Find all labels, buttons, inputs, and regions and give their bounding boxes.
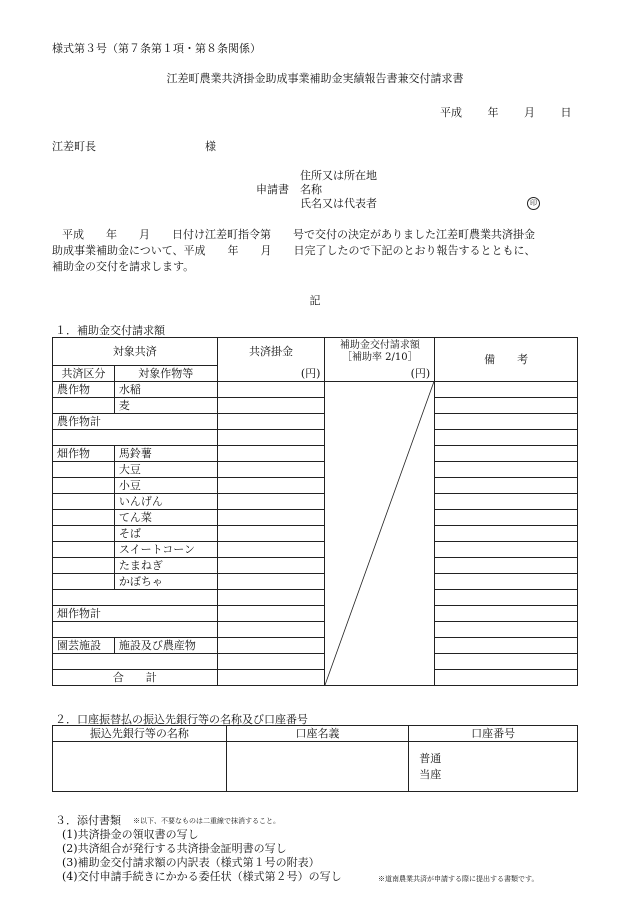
row-crop: 小豆 [114, 478, 217, 494]
date-line [440, 104, 572, 120]
table-row [53, 590, 578, 606]
row-category [53, 622, 218, 638]
section3-title: ３．添付書類 [55, 814, 121, 827]
header-subsidy-label: 補助金交付請求額 [339, 339, 420, 351]
row-remarks-cell[interactable] [435, 510, 578, 526]
row-crop: そば [114, 526, 217, 542]
ki-label: 記 [309, 294, 321, 307]
row-crop: スイートコーン [114, 542, 217, 558]
row-remarks-cell[interactable] [435, 638, 578, 654]
table-row [53, 606, 578, 622]
row-category [53, 462, 115, 478]
row-remarks-cell[interactable] [435, 446, 578, 462]
account-holder-header: 口座名義 [226, 726, 409, 742]
form-number: 様式第３号（第７条第１項・第８条関係） [52, 42, 261, 55]
row-crop: 水稲 [114, 382, 217, 398]
row-crop: てん菜 [114, 510, 217, 526]
table-row [53, 462, 578, 478]
attachment-item-4: (4)交付申請手続きにかかる委任状（様式第２号）の写し [62, 870, 342, 883]
row-premium-cell[interactable] [217, 558, 325, 574]
applicant-address-label: 住所又は所在地 [300, 169, 377, 182]
row-remarks-cell[interactable] [435, 622, 578, 638]
row-remarks-cell[interactable] [435, 606, 578, 622]
row-remarks-cell[interactable] [435, 382, 578, 398]
attachment-item-2: (2)共済組合が発行する共済掛金証明書の写し [62, 842, 287, 855]
header-target: 対象共済 [53, 338, 218, 366]
row-category [53, 526, 115, 542]
row-remarks-cell[interactable] [435, 590, 578, 606]
date-year: 年 [487, 106, 499, 119]
row-premium-cell[interactable] [217, 414, 325, 430]
account-holder-cell[interactable] [226, 742, 409, 792]
row-category: 農作物計 [53, 414, 218, 430]
table-row-total [53, 670, 578, 686]
account-type-ordinary: 普通 [419, 751, 442, 765]
row-premium-cell[interactable] [217, 526, 325, 542]
row-remarks-cell[interactable] [435, 558, 578, 574]
bank-table [52, 725, 578, 792]
row-premium-cell[interactable] [217, 478, 325, 494]
applicant-label: 申請書 [256, 183, 289, 196]
row-premium-cell[interactable] [217, 638, 325, 654]
table-row [53, 638, 578, 654]
row-category: 畑作物計 [53, 606, 218, 622]
table-row [53, 430, 578, 446]
row-crop: 馬鈴薯 [114, 446, 217, 462]
document-title: 江差町農業共済掛金助成事業補助金実績報告書兼交付請求書 [166, 72, 464, 85]
row-category [53, 558, 115, 574]
row-crop: いんげん [114, 494, 217, 510]
header-yen-premium: (円) [217, 366, 325, 382]
row-crop: かぼちゃ [114, 574, 217, 590]
row-category [53, 510, 115, 526]
section2-title: ２．口座振替払の振込先銀行等の名称及び口座番号 [55, 713, 308, 726]
row-premium-cell[interactable] [217, 430, 325, 446]
account-type-current: 当座 [419, 767, 442, 781]
table-row [53, 654, 578, 670]
row-remarks-cell[interactable] [435, 574, 578, 590]
row-crop: 施設及び農産物 [114, 638, 217, 654]
row-category [53, 398, 115, 414]
row-premium-cell[interactable] [217, 574, 325, 590]
table-row [53, 414, 578, 430]
body-line-3: 補助金の交付を請求します。 [52, 260, 195, 273]
date-month: 月 [524, 106, 535, 119]
row-premium-cell[interactable] [217, 446, 325, 462]
attachment-item-3: (3)補助金交付請求額の内訳表（様式第１号の附表） [62, 856, 320, 869]
row-premium-cell[interactable] [217, 590, 325, 606]
row-premium-cell[interactable] [217, 462, 325, 478]
diagonal-strike [325, 382, 434, 685]
table-row [53, 510, 578, 526]
row-premium-cell[interactable] [217, 622, 325, 638]
row-remarks-cell[interactable] [435, 526, 578, 542]
applicant-name-label: 名称 [300, 183, 322, 196]
section1-title: １．補助金交付請求額 [55, 324, 165, 337]
seal-icon: 印 [527, 197, 540, 210]
section3-note: ※以下、不要なものは二重線で抹消すること。 [133, 817, 280, 825]
account-number-header: 口座番号 [409, 726, 578, 742]
header-yen-subsidy: (円) [325, 366, 435, 382]
row-remarks-cell[interactable] [435, 430, 578, 446]
header-subsidy [325, 338, 435, 366]
date-era: 平成 [440, 106, 462, 119]
row-remarks-cell[interactable] [435, 478, 578, 494]
header-category: 共済区分 [53, 366, 115, 382]
row-category [53, 494, 115, 510]
addressee-name: 江差町長 [52, 140, 96, 153]
row-remarks-cell[interactable] [435, 494, 578, 510]
row-premium-cell[interactable] [217, 494, 325, 510]
body-line-1: 平成 年 月 日付け江差町指令第 号で交付の決定がありました江差町農業共済掛金 [62, 228, 535, 241]
header-premium: 共済掛金 [217, 338, 325, 366]
table-row [53, 382, 578, 398]
row-premium-cell[interactable] [217, 542, 325, 558]
row-category [53, 574, 115, 590]
subsidy-table [52, 337, 578, 686]
row-remarks-cell[interactable] [435, 398, 578, 414]
table-row [53, 398, 578, 414]
table-row [53, 478, 578, 494]
attachment-item-1: (1)共済掛金の領収書の写し [62, 828, 199, 841]
row-category [53, 654, 218, 670]
bank-name-cell[interactable] [53, 742, 227, 792]
body-line-2: 助成事業補助金について、平成 年 月 日完了したので下記のとおり報告するとともに、 [52, 244, 536, 257]
seal-mark [527, 195, 540, 210]
table-row [53, 574, 578, 590]
row-premium-cell[interactable] [217, 654, 325, 670]
header-remarks: 備 考 [435, 338, 578, 382]
row-category: 畑作物 [53, 446, 115, 462]
total-remarks-cell[interactable] [435, 670, 578, 686]
row-remarks-cell[interactable] [435, 542, 578, 558]
row-category [53, 542, 115, 558]
attachment-footnote: ※道南農業共済が申請する際に提出する書類です。 [378, 875, 539, 883]
row-premium-cell[interactable] [217, 606, 325, 622]
row-remarks-cell[interactable] [435, 414, 578, 430]
table-row [53, 542, 578, 558]
row-premium-cell[interactable] [217, 398, 325, 414]
table-row [53, 526, 578, 542]
row-crop: たまねぎ [114, 558, 217, 574]
row-remarks-cell[interactable] [435, 654, 578, 670]
row-category [53, 590, 218, 606]
table-row [53, 558, 578, 574]
table-row [53, 622, 578, 638]
row-category [53, 430, 218, 446]
subsidy-slash-cell [325, 382, 435, 686]
row-crop: 大豆 [114, 462, 217, 478]
row-remarks-cell[interactable] [435, 462, 578, 478]
row-category: 園芸施設 [53, 638, 115, 654]
row-category: 農作物 [53, 382, 115, 398]
total-premium-cell[interactable] [217, 670, 325, 686]
bank-name-header: 振込先銀行等の名称 [53, 726, 227, 742]
row-category [53, 478, 115, 494]
total-label: 合 計 [53, 670, 218, 686]
addressee-honorific: 様 [205, 140, 216, 153]
header-subsidy-rate: ［補助率 2/10］ [342, 351, 418, 363]
applicant-rep-label: 氏名又は代表者 [300, 197, 377, 210]
header-crop: 対象作物等 [114, 366, 217, 382]
account-number-cell[interactable] [409, 742, 578, 792]
row-premium-cell[interactable] [217, 382, 325, 398]
table-row [53, 446, 578, 462]
table-row [53, 494, 578, 510]
date-day: 日 [560, 106, 572, 119]
row-premium-cell[interactable] [217, 510, 325, 526]
row-crop: 麦 [114, 398, 217, 414]
